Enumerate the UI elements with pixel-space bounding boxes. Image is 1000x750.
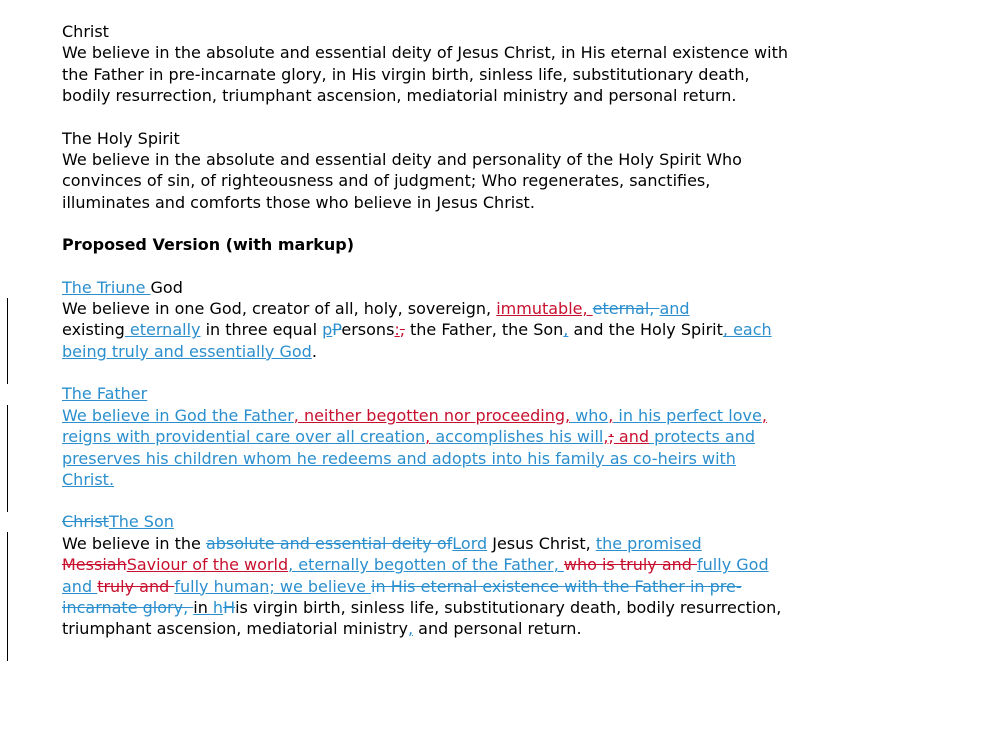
deleted-text: H (223, 597, 236, 617)
inserted-text: Lord (452, 533, 488, 553)
change-bar (7, 405, 8, 512)
deleted-text: P (332, 320, 342, 340)
change-bar (7, 532, 8, 661)
inserted-text: and (659, 299, 690, 319)
deleted-text: in His eternal existence with the Father in pre-incarnate glory, (62, 576, 742, 617)
inserted-text: h (212, 597, 224, 617)
inserted-text: The Father (62, 384, 148, 404)
inserted-text: immutable, (496, 299, 593, 319)
deleted-text: Messiah (62, 555, 127, 575)
section-heading: Christ (62, 22, 109, 41)
inserted-text: : (394, 320, 400, 340)
document-body (62, 21, 792, 640)
section-text: We believe in one God, creator of all, holy, sovereign, immutable, eternal, and existing eternally in three equal pPersons:, the Father, the Son, and the Holy Spirit, each being truly and essentially God. (62, 299, 772, 361)
section-heading: The Holy Spirit (62, 128, 180, 148)
inserted-text: , (407, 619, 414, 639)
section-heading (62, 383, 792, 404)
inserted-text: p (322, 320, 333, 340)
inserted-text: , eternally begotten of the Father, (288, 555, 564, 575)
inserted-text: , (563, 320, 569, 340)
deleted-text: absolute and essential deity of (205, 533, 453, 553)
section-text: We believe in the absolute and essential deity of Jesus Christ, in His eternal existence with the Father in pre-incarnate glory, in His virgin birth, sinless life, substitutionary death, bodily resurrection, triumphant ascension, mediatorial ministry and personal return. (62, 43, 788, 106)
section-christ (62, 21, 792, 107)
deleted-text: eternal, (592, 299, 660, 319)
section-holy-spirit (62, 128, 792, 214)
section-heading: The Triune God (62, 277, 183, 297)
inserted-text: , neither begotten nor proceeding (293, 405, 565, 425)
page-top-mark (395, 0, 435, 2)
section-heading (62, 511, 792, 532)
deleted-text: Christ (62, 512, 109, 532)
inserted-text: fully God and (62, 555, 769, 596)
inserted-text: , each being truly and essentially God (62, 320, 772, 361)
section-father (62, 383, 792, 490)
deleted-text: truly and (97, 576, 175, 596)
inserted-text: the promised (595, 533, 702, 553)
inserted-text: The Triune (62, 277, 151, 297)
change-bar (7, 298, 8, 384)
section-text: We believe in the absolute and essential deity and personality of the Holy Spirit Who convinces of sin, of righteousness and of judgment; Who regenerates, sanctifies, illuminates and comforts those who believe in Jesus Christ. (62, 150, 742, 212)
proposed-version-heading: Proposed Version (with markup) (62, 235, 355, 255)
deleted-text: , (399, 320, 405, 340)
section-triune-god (62, 277, 792, 363)
inserted-text: fully human; we believe (174, 576, 372, 596)
section-text: We believe in God the Father, neither begotten nor proceeding, who, in his perfect love, reigns with providential care over all creation, accomplishes his will,; and protects and preserves his children whom he redeems and adopts into his family as co-heirs with Christ. (62, 405, 767, 489)
section-son (62, 511, 792, 639)
deleted-text: ; (608, 427, 614, 447)
inserted-text: Saviour of the world (126, 555, 289, 575)
inserted-text: The Son (108, 512, 174, 532)
inserted-text: eternally (124, 320, 201, 340)
section-text: We believe in the absolute and essential deity ofLord Jesus Christ, the promised MessiahSaviour of the world, eternally begotten of the Father, who is truly and fully God and truly and fully human; we believe in His eternal existence with the Father in pre-incarnate glory, in hHis virgin birth, sinless life, substitutionary death, bodily resurrection, triumphant ascension, mediatorial ministry, and personal return. (62, 533, 782, 639)
deleted-text: who is truly and (563, 555, 698, 575)
